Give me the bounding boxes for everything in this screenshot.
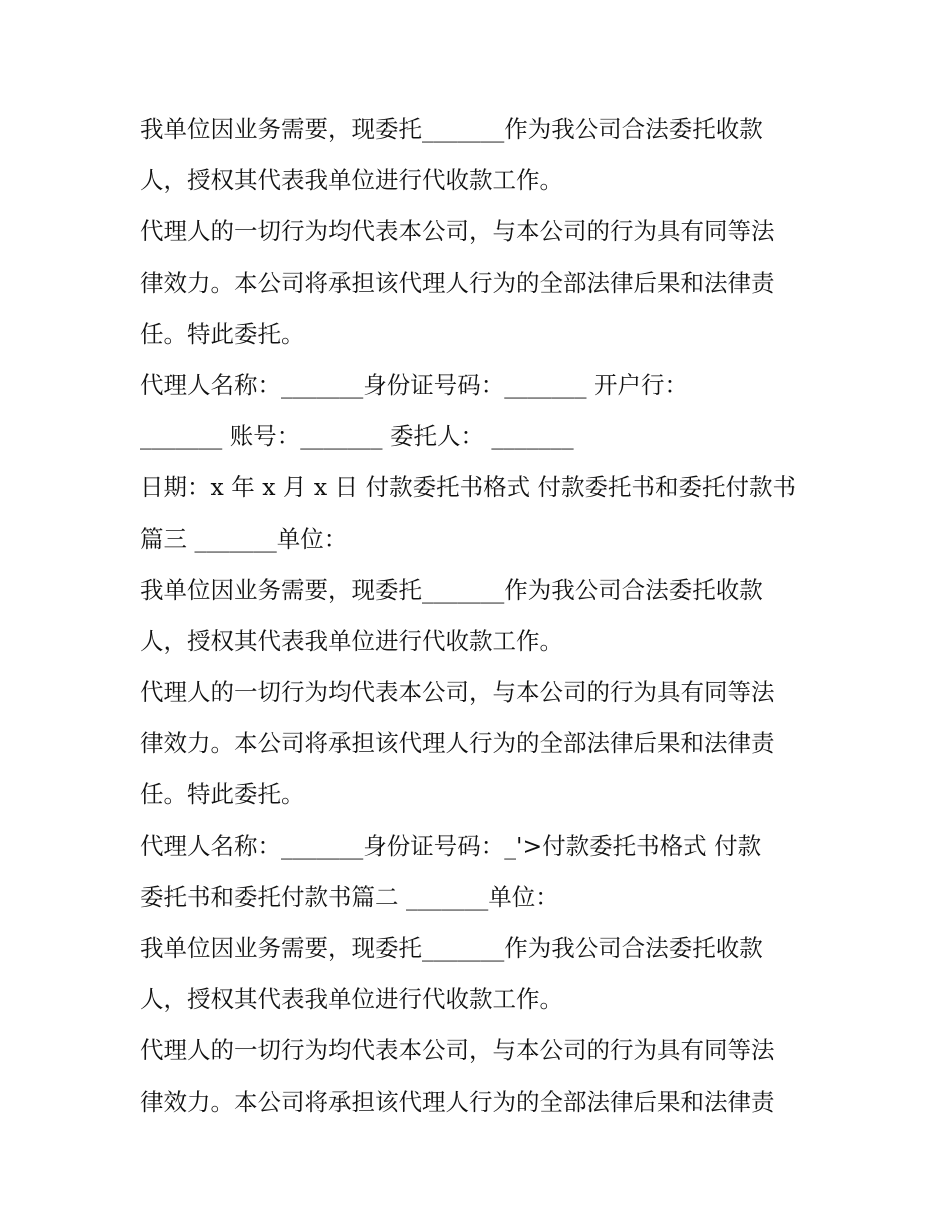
text-line: 人，授权其代表我单位进行代收款工作。 — [140, 985, 563, 1014]
text-line: 代理人的一切行为均代表本公司，与本公司的行为具有同等法 — [140, 678, 775, 707]
text-line: 任。特此委托。 — [140, 319, 305, 348]
text-line: 我单位因业务需要，现委托_______作为我公司合法委托收款 — [140, 115, 763, 143]
text-line: _______ 账号：_______ 委托人： _______ — [140, 422, 574, 451]
document-body — [140, 104, 820, 1128]
text-line: 人，授权其代表我单位进行代收款工作。 — [140, 166, 563, 195]
text-line: 律效力。本公司将承担该代理人行为的全部法律后果和法律责 — [140, 729, 775, 758]
text-line: 人，授权其代表我单位进行代收款工作。 — [140, 626, 563, 655]
text-line: 律效力。本公司将承担该代理人行为的全部法律后果和法律责 — [140, 1087, 775, 1116]
text-line: 代理人的一切行为均代表本公司，与本公司的行为具有同等法 — [140, 1036, 775, 1065]
text-line: 代理人名称：_______身份证号码：_______ 开户行： — [140, 370, 688, 399]
text-line: 代理人名称：_______身份证号码：_'>付款委托书格式 付款 — [140, 831, 762, 860]
text-line: 篇三 _______单位： — [140, 524, 348, 553]
text-line: 我单位因业务需要，现委托_______作为我公司合法委托收款 — [140, 575, 763, 604]
text-line: 委托书和委托付款书篇二 _______单位： — [140, 882, 559, 911]
text-line: 律效力。本公司将承担该代理人行为的全部法律后果和法律责 — [140, 268, 775, 297]
text-line: 我单位因业务需要，现委托_______作为我公司合法委托收款 — [140, 934, 763, 962]
text-line: 日期：x 年 x 月 x 日 付款委托书格式 付款委托书和委托付款书 — [140, 473, 797, 502]
text-line: 代理人的一切行为均代表本公司，与本公司的行为具有同等法 — [140, 217, 775, 246]
text-line: 任。特此委托。 — [140, 780, 305, 809]
